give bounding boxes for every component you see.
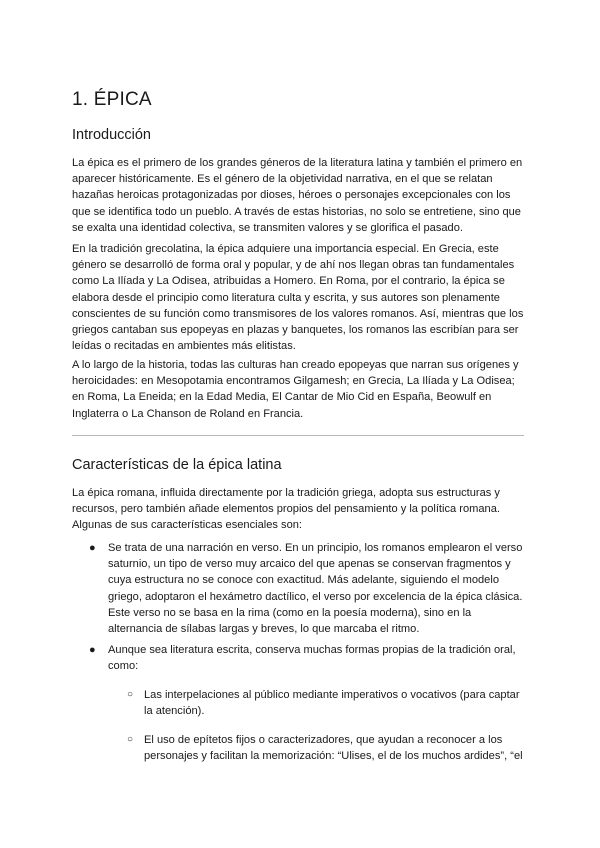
sublist-item bbox=[127, 732, 524, 764]
sublist-item-text: Las interpelaciones al público mediante imperativos o vocativos (para captar la atención). bbox=[144, 689, 520, 718]
intro-paragraph-2: En la tradición grecolatina, la épica adquiere una importancia especial. En Grecia, este género se desarrolló de forma oral y popular, y de ahí nos llegan obras tan fundamentales como La Ilíada y La Odisea, atribuidas a Homero. En Roma, por el contrario, la épica se elabora desde el principio como literatura culta y escrita, y sus autores son plenamente conscientes de su función como transmisores de los valores romanos. Así, mientras que los griegos cantaban sus epopeyas en plazas y banquetes, los romanos las escribían para ser leídas o recitadas en ambientes más elitistas. bbox=[72, 243, 524, 353]
section-divider bbox=[72, 435, 524, 436]
intro-paragraph-3: A lo largo de la historia, todas las culturas han creado epopeyas que narran sus orígenes y heroicidades: en Mesopotamia encontramos Gilgamesh; en Grecia, La Ilíada y La Odisea; en Roma, La Eneida; en la Edad Media, El Cantar de Mio Cid en España, Beowulf en Inglaterra o La Chanson de Roland en Francia. bbox=[72, 359, 519, 420]
circle-bullet-icon: ○ bbox=[127, 689, 134, 700]
list-item bbox=[89, 540, 524, 637]
bullet-icon: ● bbox=[89, 542, 96, 554]
intro-paragraph-1: La épica es el primero de los grandes géneros de la literatura latina y también el primero en aparecer históricamente. Es el género de la objetividad narrativa, en el que se relatan hazañas heroicas protagonizadas por dioses, héroes o personajes excepcionales con los que se identifica todo un pueblo. A través de estas historias, no solo se entretiene, sino que se exalta una identidad colectiva, se transmiten valores y se glorifica el pasado. bbox=[72, 157, 523, 234]
sublist-item bbox=[127, 687, 524, 719]
page-title: 1. ÉPICA bbox=[72, 89, 152, 110]
circle-bullet-icon: ○ bbox=[127, 734, 134, 745]
list-item-text: Aunque sea literatura escrita, conserva muchas formas propias de la tradición oral, como: bbox=[108, 644, 516, 673]
bullet-icon: ● bbox=[89, 644, 96, 656]
list-item-text: Se trata de una narración en verso. En un principio, los romanos emplearon el verso saturnio, un tipo de verso muy arcaico del que apenas se conservan fragmentos y cuya estructura no se conoce con exactitud. Más adelante, siguiendo el modelo griego, adoptaron el hexámetro dactílico, el verso por excelencia de la épica clásica. Este verso no se basa en la rima (como en la poesía moderna), sino en la alternancia de sílabas largas y breves, lo que marcaba el ritmo. bbox=[108, 542, 523, 636]
section-heading-caracteristicas: Características de la épica latina bbox=[72, 457, 282, 473]
section-heading-introduccion: Introducción bbox=[72, 127, 151, 143]
list-item bbox=[89, 642, 524, 674]
sublist-item-text: El uso de epítetos fijos o caracterizadores, que ayudan a reconocer a los personajes y facilitan la memorización: “Ulises, el de los muchos ardides”, “el bbox=[144, 734, 523, 763]
caracteristicas-intro-paragraph: La épica romana, influida directamente por la tradición griega, adopta sus estructuras y recursos, pero también añade elementos propios del pensamiento y la política romana. Algunas de sus características esenciales son: bbox=[72, 487, 500, 532]
